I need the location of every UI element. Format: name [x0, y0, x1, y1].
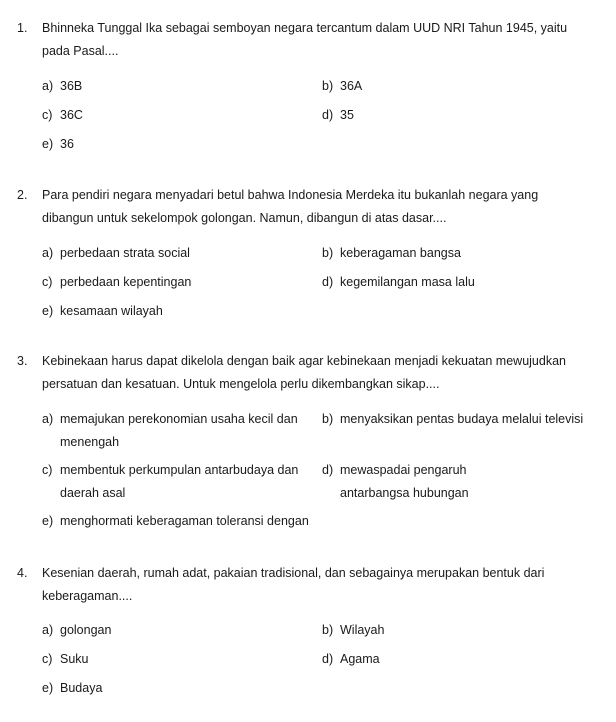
option-letter: a) — [42, 79, 54, 93]
question-text: Kebinekaan harus dapat dikelola dengan baik agar kebinekaan menjadi kekuatan mewujudkan persatuan dan kesatuan. Untuk mengelola perlu dikembangkan sikap.... — [42, 354, 566, 391]
question-text: Bhinneka Tunggal Ika sebagai semboyan negara tercantum dalam UUD NRI Tahun 1945, yaitu pada Pasal.... — [42, 21, 568, 58]
option-letter: c) — [42, 463, 53, 477]
option-letter: d) — [322, 275, 334, 289]
option-text: 36 — [60, 137, 74, 151]
question-1 — [0, 17, 616, 62]
option-letter: b) — [322, 246, 334, 260]
option-text: 36A — [340, 79, 363, 93]
option-text: memajukan perekonomian usaha kecil dan menengah — [60, 412, 298, 449]
option-text: 36C — [60, 108, 83, 122]
option-text: perbedaan strata social — [60, 246, 190, 260]
option-text: perbedaan kepentingan — [60, 275, 192, 289]
option-e[interactable] — [42, 510, 342, 533]
question-number: 3. — [17, 354, 28, 368]
question-2 — [0, 184, 616, 229]
option-b[interactable] — [322, 242, 598, 265]
option-letter: d) — [322, 463, 334, 477]
option-d[interactable] — [322, 648, 598, 671]
option-letter: e) — [42, 681, 54, 695]
option-c[interactable] — [42, 271, 304, 294]
question-number: 1. — [17, 21, 28, 35]
option-text: keberagaman bangsa — [340, 246, 461, 260]
question-number: 2. — [17, 188, 28, 202]
option-b[interactable] — [322, 75, 598, 98]
question-stem — [0, 350, 616, 395]
question-3 — [0, 350, 616, 395]
option-letter: a) — [42, 623, 54, 637]
question-stem — [0, 562, 616, 607]
option-letter: d) — [322, 652, 334, 666]
option-letter: b) — [322, 412, 334, 426]
option-d[interactable] — [322, 459, 598, 504]
option-text: Suku — [60, 652, 89, 666]
option-e[interactable] — [42, 133, 304, 156]
option-e[interactable] — [42, 300, 304, 323]
option-letter: b) — [322, 623, 334, 637]
option-a[interactable] — [42, 408, 304, 453]
option-letter: b) — [322, 79, 334, 93]
question-stem — [0, 17, 616, 62]
option-text: 36B — [60, 79, 83, 93]
option-a[interactable] — [42, 242, 304, 265]
option-text: menyaksikan pentas budaya melalui televisi — [340, 412, 584, 426]
question-stem — [0, 184, 616, 229]
option-c[interactable] — [42, 104, 304, 127]
option-text: kegemilangan masa lalu — [340, 275, 475, 289]
option-d[interactable] — [322, 104, 598, 127]
question-4 — [0, 562, 616, 607]
option-letter: e) — [42, 137, 54, 151]
question-text: Kesenian daerah, rumah adat, pakaian tradisional, dan sebagainya merupakan bentuk dari keberagaman.... — [42, 566, 545, 603]
option-c[interactable] — [42, 648, 304, 671]
option-text: golongan — [60, 623, 112, 637]
option-letter: e) — [42, 304, 54, 318]
option-text: menghormati keberagaman toleransi dengan — [60, 514, 309, 528]
option-letter: e) — [42, 514, 54, 528]
option-letter: a) — [42, 412, 54, 426]
option-b[interactable] — [322, 619, 598, 642]
option-text: membentuk perkumpulan antarbudaya dan daerah asal — [60, 463, 299, 500]
option-letter: d) — [322, 108, 334, 122]
option-a[interactable] — [42, 619, 304, 642]
option-text: mewaspadai pengaruh antarbangsa hubungan — [340, 463, 469, 500]
option-letter: c) — [42, 275, 53, 289]
option-text: Wilayah — [340, 623, 385, 637]
option-text: Agama — [340, 652, 380, 666]
option-letter: c) — [42, 108, 53, 122]
option-e[interactable] — [42, 677, 304, 700]
option-a[interactable] — [42, 75, 304, 98]
option-c[interactable] — [42, 459, 304, 504]
option-text: Budaya — [60, 681, 103, 695]
option-letter: c) — [42, 652, 53, 666]
question-number: 4. — [17, 566, 28, 580]
option-letter: a) — [42, 246, 54, 260]
question-text: Para pendiri negara menyadari betul bahwa Indonesia Merdeka itu bukanlah negara yang dibangun untuk sekelompok golongan. Namun, dibangun di atas dasar.... — [42, 188, 539, 225]
option-text: 35 — [340, 108, 354, 122]
option-d[interactable] — [322, 271, 598, 294]
option-b[interactable] — [322, 408, 598, 431]
option-text: kesamaan wilayah — [60, 304, 163, 318]
